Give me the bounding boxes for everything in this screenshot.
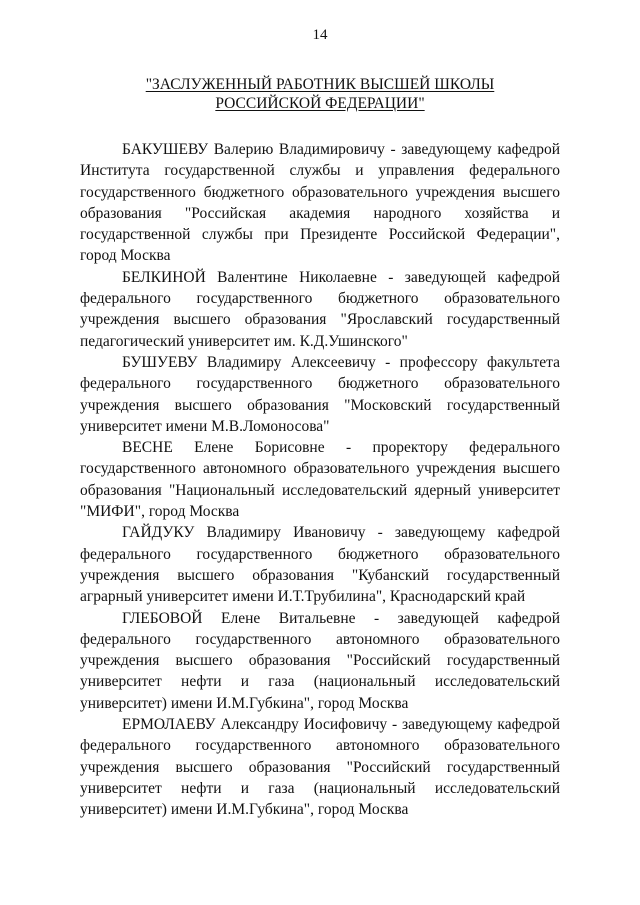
awardee-entry-ermolaev: ЕРМОЛАЕВУ Александру Иосифовичу - заведующему кафедрой федерального государственного автономного образовательного учреждения высшего образования "Российский государственный университет нефти и газа (национальный исследовательский университет) имени И.М.Губкина", город Москва [80,716,560,819]
awardee-entry-belkina: БЕЛКИНОЙ Валентине Николаевне - заведующей кафедрой федерального государственного бюджетного образовательного учреждения высшего образования "Ярославский государственный педагогический университет им. К.Д.Ушинского" [80,268,560,350]
awardee-entry-bushuev: БУШУЕВУ Владимиру Алексеевичу - профессору факультета федерального государственного бюджетного образовательного учреждения высшего образования "Московский государственный университет имени М.В.Ломоносова" [80,353,560,435]
awardee-entry-gaiduk: ГАЙДУКУ Владимиру Ивановичу - заведующему кафедрой федерального государственного бюджетного образовательного учреждения высшего образования "Кубанский государственный аграрный университет имени И.Т.Трубилина", Краснодарский край [80,524,560,606]
page-number: 14 [312,27,328,43]
awardee-entry-vesna: ВЕСНЕ Елене Борисовне - проректору федерального государственного автономного образовательного учреждения высшего образования "Национальный исследовательский ядерный университет "МИФИ", город Москва [80,439,560,521]
award-title-line-1: "ЗАСЛУЖЕННЫЙ РАБОТНИК ВЫСШЕЙ ШКОЛЫ [145,76,495,93]
award-title-line-2: РОССИЙСКОЙ ФЕДЕРАЦИИ" [215,95,425,112]
awardee-entry-glebova: ГЛЕБОВОЙ Елене Витальевне - заведующей кафедрой федерального государственного автономного образовательного учреждения высшего образования "Российский государственный университет нефти и газа (национальный исследовательский университет) имени И.М.Губкина", город Москва [80,609,560,712]
award-title [80,75,560,113]
awardee-entry-bakushev: БАКУШЕВУ Валерию Владимировичу - заведующему кафедрой Института государственной службы и управления федерального государственного бюджетного образовательного учреждения высшего образования "Российская академия народного хозяйства и государственной службы при Президенте Российской Федерации", город Москва [80,141,560,265]
awardee-list [80,139,560,821]
